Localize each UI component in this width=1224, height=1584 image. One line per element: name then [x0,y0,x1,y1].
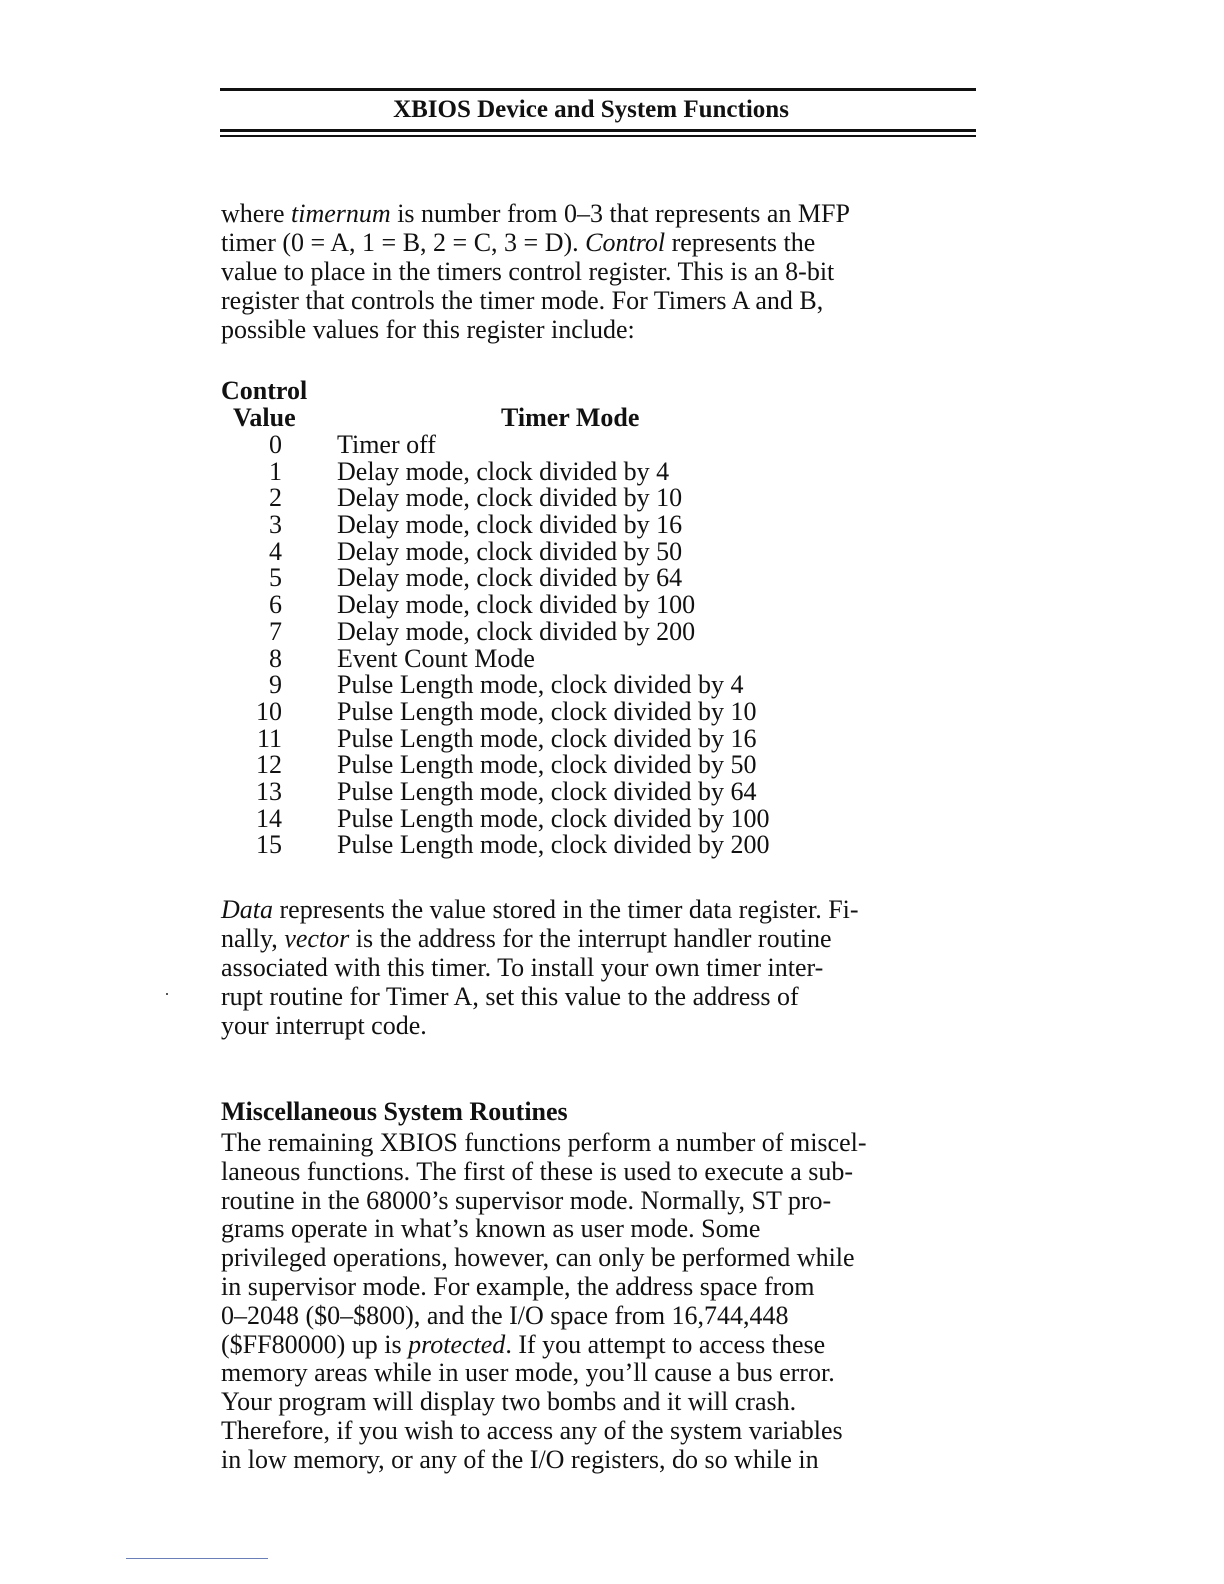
text-line: Data represents the value stored in the timer data register. Fi- [221,895,859,924]
italic-term: protected [408,1329,506,1359]
text-line: nally, vector is the address for the interrupt handler routine [221,924,832,953]
column-header-value: Value [233,403,296,432]
control-value-cell: 8 [269,643,282,673]
text-line: privileged operations, however, can only be performed while [221,1243,855,1273]
text-line: value to place in the timers control register. This is an 8-bit [221,257,835,286]
text-line: Your program will display two bombs and it will crash. [221,1387,797,1417]
text-line: associated with this timer. To install your own timer inter- [221,953,824,982]
section-heading: Miscellaneous System Routines [221,1097,568,1126]
page-title: XBIOS Device and System Functions [393,96,789,123]
running-header [220,88,976,137]
control-value-cell: 14 [256,803,282,833]
intro-paragraph [221,199,850,344]
text-line: in low memory, or any of the I/O registers, do so while in [221,1444,819,1474]
text-line: your interrupt code. [221,1011,427,1040]
text-line: ($FF80000) up is protected. If you attempt to access these [221,1329,826,1359]
timer-mode-cell: Delay mode, clock divided by 50 [337,536,683,566]
timer-mode-cell: Delay mode, clock divided by 4 [337,456,670,486]
control-value-cell: 6 [269,590,282,620]
control-value-cell: 5 [269,563,282,593]
timer-mode-cell: Pulse Length mode, clock divided by 200 [337,830,770,860]
timer-mode-cell: Timer off [337,430,436,459]
timer-mode-cell: Pulse Length mode, clock divided by 16 [337,723,757,753]
italic-term: vector [284,924,350,953]
control-value-cell: 3 [269,510,282,540]
text-line: register that controls the timer mode. For Timers A and B, [221,286,824,315]
control-value-cell: 15 [256,830,282,860]
misc-routines-paragraph [221,1129,867,1475]
text-line: rupt routine for Timer A, set this value to the address of [221,982,799,1011]
control-value-cell: 0 [269,430,282,459]
control-value-cell: 4 [269,536,282,566]
data-vector-paragraph [221,895,859,1040]
text-line: in supervisor mode. For example, the address space from [221,1271,815,1301]
timer-mode-cell: Delay mode, clock divided by 64 [337,563,683,593]
timer-mode-cell: Delay mode, clock divided by 200 [337,616,696,646]
column-header-timer-mode: Timer Mode [501,403,640,432]
footer-rule [126,1558,268,1559]
text-line: possible values for this register include: [221,315,635,344]
italic-term: Data [221,895,273,924]
column-header-control: Control [221,376,308,405]
timer-mode-cell: Delay mode, clock divided by 16 [337,510,683,540]
control-value-cell: 7 [269,616,282,646]
timer-mode-cell: Pulse Length mode, clock divided by 64 [337,776,757,806]
timer-mode-cell: Delay mode, clock divided by 10 [337,483,683,513]
timer-mode-cell: Delay mode, clock divided by 100 [337,590,696,620]
italic-term: Control [585,228,666,257]
text-line: timer (0 = A, 1 = B, 2 = C, 3 = D). Control represents the [221,228,816,257]
text-line: memory areas while in user mode, you’ll cause a bus error. [221,1358,835,1388]
timer-mode-cell: Pulse Length mode, clock divided by 100 [337,803,770,833]
control-value-cell: 12 [256,750,282,780]
timer-mode-cell: Pulse Length mode, clock divided by 50 [337,750,757,780]
text-line: routine in the 68000’s supervisor mode. Normally, ST pro- [221,1185,832,1215]
control-value-cell: 11 [256,723,282,753]
timer-mode-cell: Pulse Length mode, clock divided by 4 [337,670,744,700]
timer-mode-cell: Pulse Length mode, clock divided by 10 [337,696,757,726]
header-bottom-rule [220,129,976,132]
control-value-cell: 10 [256,696,282,726]
stray-mark [166,993,168,995]
text-line: laneous functions. The first of these is used to execute a sub- [221,1156,854,1186]
timer-mode-cell: Event Count Mode [337,643,535,673]
control-value-cell: 2 [269,483,282,513]
text-line: grams operate in what’s known as user mode. Some [221,1214,761,1244]
text-line: The remaining XBIOS functions perform a number of miscel- [221,1128,867,1157]
text-line: Therefore, if you wish to access any of the system variables [221,1415,843,1445]
text-line: where timernum is number from 0–3 that represents an MFP [221,199,850,228]
control-value-cell: 9 [269,670,282,700]
text-line: 0–2048 ($0–$800), and the I/O space from 16,744,448 [221,1300,789,1330]
header-bottom-rule-second [220,135,976,137]
italic-term: timernum [291,199,391,228]
control-value-cell: 1 [269,456,282,486]
control-value-cell: 13 [256,776,282,806]
